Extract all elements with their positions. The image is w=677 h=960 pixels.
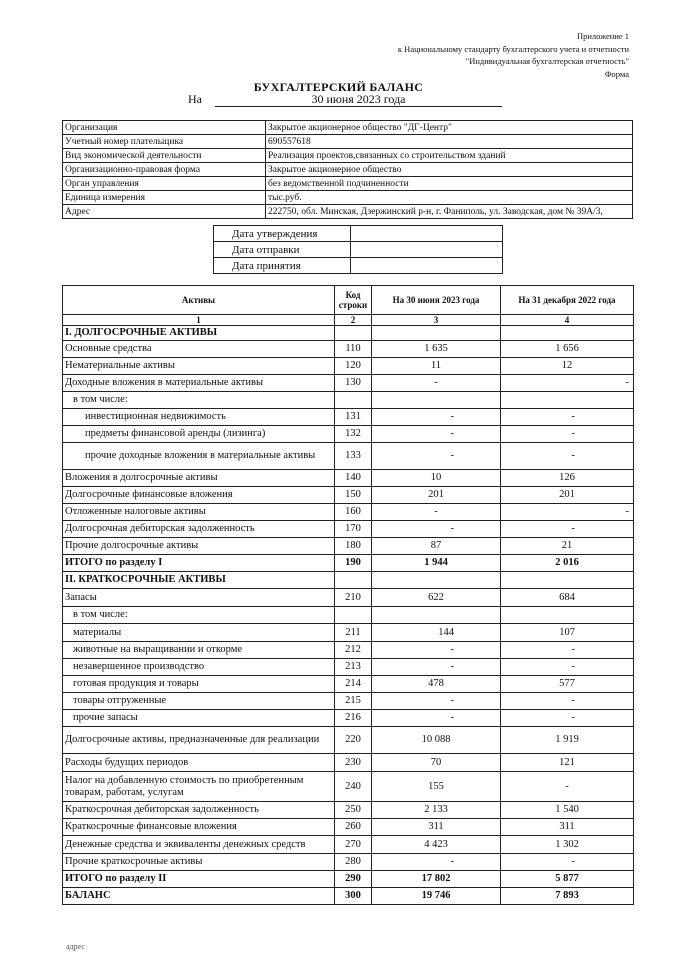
- date-label: Дата принятия: [214, 258, 351, 274]
- date-row-sending: [214, 242, 503, 258]
- info-row-organization: [63, 121, 633, 135]
- row-code: 290: [335, 871, 372, 888]
- info-key: Учетный номер плательщика: [63, 135, 266, 149]
- row-name: Запасы: [63, 589, 335, 607]
- row-code: 213: [335, 659, 372, 676]
- row-name: Краткосрочная дебиторская задолженность: [63, 802, 335, 819]
- date-label: Дата отправки: [214, 242, 351, 258]
- date-prefix: На: [188, 92, 202, 106]
- row-code: 130: [335, 375, 372, 392]
- table-row: [63, 727, 634, 754]
- table-row: [63, 555, 634, 572]
- row-code: [335, 326, 372, 341]
- row-value-previous: 12: [501, 358, 634, 375]
- row-name: Долгосрочные финансовые вложения: [63, 487, 335, 504]
- column-number-row: [63, 315, 634, 326]
- table-header-row: [63, 286, 634, 315]
- table-row: [63, 676, 634, 693]
- row-code: [335, 392, 372, 409]
- info-row-address: [63, 205, 633, 219]
- row-value-previous: 1 540: [501, 802, 634, 819]
- row-value-current: -: [372, 504, 501, 521]
- row-value-previous: [501, 326, 634, 341]
- row-code: 230: [335, 754, 372, 772]
- info-row-taxpayer-number: [63, 135, 633, 149]
- table-row: [63, 392, 634, 409]
- row-value-previous: -: [501, 710, 634, 727]
- column-number: 4: [501, 315, 634, 326]
- column-number: 2: [335, 315, 372, 326]
- form-attachment-note: [309, 30, 629, 80]
- row-code: 160: [335, 504, 372, 521]
- row-value-current: 4 423: [372, 836, 501, 854]
- info-row-legal-form: [63, 163, 633, 177]
- row-value-previous: -: [501, 693, 634, 710]
- row-code: 211: [335, 624, 372, 642]
- row-name: инвестиционная недвижимость: [63, 409, 335, 426]
- attachment-line-1: Приложение 1: [577, 31, 629, 41]
- table-row: [63, 409, 634, 426]
- row-value-previous: 1 656: [501, 341, 634, 358]
- info-value: 690557618: [266, 135, 633, 149]
- table-row: [63, 836, 634, 854]
- table-row: [63, 358, 634, 375]
- table-row: [63, 642, 634, 659]
- row-value-previous: 684: [501, 589, 634, 607]
- row-code: 280: [335, 854, 372, 871]
- row-code: [335, 572, 372, 589]
- row-value-current: 311: [372, 819, 501, 836]
- table-row: [63, 572, 634, 589]
- row-value-previous: 201: [501, 487, 634, 504]
- table-row: [63, 693, 634, 710]
- row-value-current: -: [372, 659, 501, 676]
- date-row-approval: [214, 226, 503, 242]
- row-value-current: 10: [372, 470, 501, 487]
- column-number: 1: [63, 315, 335, 326]
- row-name: животные на выращивании и откорме: [63, 642, 335, 659]
- row-value-previous: 577: [501, 676, 634, 693]
- row-name: ИТОГО по разделу I: [63, 555, 335, 572]
- row-value-previous: -: [501, 521, 634, 538]
- row-value-current: 70: [372, 754, 501, 772]
- row-name: прочие запасы: [63, 710, 335, 727]
- row-value-previous: -: [501, 854, 634, 871]
- table-row: [63, 375, 634, 392]
- table-row: [63, 710, 634, 727]
- row-code: 216: [335, 710, 372, 727]
- table-row: [63, 607, 634, 624]
- row-code: [335, 607, 372, 624]
- row-code: 120: [335, 358, 372, 375]
- row-code: 210: [335, 589, 372, 607]
- row-value-current: 1 635: [372, 341, 501, 358]
- date-value: [351, 258, 503, 274]
- table-row: [63, 341, 634, 358]
- row-value-previous: -: [501, 443, 634, 470]
- row-code: 131: [335, 409, 372, 426]
- row-value-current: 201: [372, 487, 501, 504]
- row-value-previous: [501, 607, 634, 624]
- column-header-assets: Активы: [63, 286, 335, 315]
- row-value-current: 155: [372, 772, 501, 802]
- row-value-current: [372, 607, 501, 624]
- row-value-previous: 107: [501, 624, 634, 642]
- row-name: БАЛАНС: [63, 888, 335, 905]
- row-name: Денежные средства и эквиваленты денежных средств: [63, 836, 335, 854]
- row-code: 110: [335, 341, 372, 358]
- row-value-previous: 126: [501, 470, 634, 487]
- row-value-current: -: [372, 854, 501, 871]
- info-row-unit: [63, 191, 633, 205]
- row-value-current: 2 133: [372, 802, 501, 819]
- table-row: [63, 871, 634, 888]
- row-value-current: 10 088: [372, 727, 501, 754]
- row-value-previous: 2 016: [501, 555, 634, 572]
- row-value-current: -: [372, 693, 501, 710]
- row-value-previous: 21: [501, 538, 634, 555]
- row-code: 170: [335, 521, 372, 538]
- row-name: предметы финансовой аренды (лизинга): [63, 426, 335, 443]
- row-name: Отложенные налоговые активы: [63, 504, 335, 521]
- row-code: 190: [335, 555, 372, 572]
- row-code: 140: [335, 470, 372, 487]
- row-code: 215: [335, 693, 372, 710]
- row-code: 132: [335, 426, 372, 443]
- row-value-current: 19 746: [372, 888, 501, 905]
- row-value-current: 622: [372, 589, 501, 607]
- date-value: [351, 226, 503, 242]
- row-code: 260: [335, 819, 372, 836]
- table-row: [63, 754, 634, 772]
- row-value-previous: -: [501, 772, 634, 802]
- row-value-current: -: [372, 521, 501, 538]
- row-name: Прочие краткосрочные активы: [63, 854, 335, 871]
- row-name: Краткосрочные финансовые вложения: [63, 819, 335, 836]
- info-row-activity: [63, 149, 633, 163]
- row-name: I. ДОЛГОСРОЧНЫЕ АКТИВЫ: [63, 326, 335, 341]
- row-code: 150: [335, 487, 372, 504]
- row-value-current: -: [372, 642, 501, 659]
- table-row: [63, 772, 634, 802]
- row-name: Основные средства: [63, 341, 335, 358]
- row-value-current: [372, 392, 501, 409]
- table-row: [63, 326, 634, 341]
- row-code: 133: [335, 443, 372, 470]
- row-name: Прочие долгосрочные активы: [63, 538, 335, 555]
- row-name: ИТОГО по разделу II: [63, 871, 335, 888]
- row-code: 212: [335, 642, 372, 659]
- row-value-previous: [501, 392, 634, 409]
- row-code: 180: [335, 538, 372, 555]
- row-name: материалы: [63, 624, 335, 642]
- row-value-previous: [501, 572, 634, 589]
- date-label: Дата утверждения: [214, 226, 351, 242]
- row-name: Долгосрочная дебиторская задолженность: [63, 521, 335, 538]
- row-value-current: -: [372, 710, 501, 727]
- row-value-current: 87: [372, 538, 501, 555]
- row-value-current: 17 802: [372, 871, 501, 888]
- row-name: в том числе:: [63, 392, 335, 409]
- row-name: готовая продукция и товары: [63, 676, 335, 693]
- attachment-line-4: Форма: [604, 68, 629, 79]
- row-name: Вложения в долгосрочные активы: [63, 470, 335, 487]
- row-value-current: -: [372, 443, 501, 470]
- row-name: II. КРАТКОСРОЧНЫЕ АКТИВЫ: [63, 572, 335, 589]
- info-value: Реализация проектов,связанных со строительством зданий: [266, 149, 633, 163]
- info-key: Единица измерения: [63, 191, 266, 205]
- table-row: [63, 589, 634, 607]
- table-row: [63, 521, 634, 538]
- row-value-current: 478: [372, 676, 501, 693]
- row-value-previous: 121: [501, 754, 634, 772]
- table-row: [63, 443, 634, 470]
- document-title: БУХГАЛТЕРСКИЙ БАЛАНС: [253, 80, 424, 94]
- row-value-current: [372, 572, 501, 589]
- info-key: Адрес: [63, 205, 266, 219]
- table-row: [63, 538, 634, 555]
- row-value-previous: -: [501, 504, 634, 521]
- info-key: Вид экономической деятельности: [63, 149, 266, 163]
- date-row-acceptance: [214, 258, 503, 274]
- table-row: [63, 426, 634, 443]
- info-key: Организация: [63, 121, 266, 135]
- table-row: [63, 854, 634, 871]
- attachment-line-3: "Индивидуальная бухгалтерская отчетность": [465, 56, 629, 66]
- attachment-line-2: к Национальному стандарту бухгалтерского учета и отчетности: [397, 43, 629, 54]
- info-row-authority: [63, 177, 633, 191]
- report-date: 30 июня 2023 года: [215, 92, 502, 107]
- row-code: 214: [335, 676, 372, 693]
- row-value-current: -: [372, 409, 501, 426]
- row-value-current: 1 944: [372, 555, 501, 572]
- table-row: [63, 624, 634, 642]
- row-value-previous: -: [501, 375, 634, 392]
- row-code: 270: [335, 836, 372, 854]
- row-value-current: -: [372, 375, 501, 392]
- row-name: Доходные вложения в материальные активы: [63, 375, 335, 392]
- row-code: 250: [335, 802, 372, 819]
- row-code: 300: [335, 888, 372, 905]
- row-value-previous: 5 877: [501, 871, 634, 888]
- table-row: [63, 487, 634, 504]
- submission-dates-table: [213, 225, 503, 274]
- table-row: [63, 504, 634, 521]
- column-header-code: Код строки: [335, 286, 372, 315]
- row-value-previous: -: [501, 642, 634, 659]
- row-name: товары отгруженные: [63, 693, 335, 710]
- row-name: Долгосрочные активы, предназначенные для реализации: [63, 727, 335, 754]
- row-value-previous: -: [501, 409, 634, 426]
- table-row: [63, 659, 634, 676]
- row-value-current: 144: [372, 624, 501, 642]
- footer-note: адрес: [66, 942, 85, 951]
- info-value: тыс.руб.: [266, 191, 633, 205]
- date-value: [351, 242, 503, 258]
- column-header-previous: На 31 декабря 2022 года: [501, 286, 634, 315]
- table-row: [63, 470, 634, 487]
- info-value: Закрытое акционерное общество: [266, 163, 633, 177]
- row-name: в том числе:: [63, 607, 335, 624]
- row-name: незавершенное производство: [63, 659, 335, 676]
- row-value-previous: 7 893: [501, 888, 634, 905]
- info-value: 222750, обл. Минская, Дзержинский р-н, г. Фаниполь, ул. Заводская, дом № 39А/3,: [266, 205, 633, 219]
- row-value-previous: -: [501, 659, 634, 676]
- column-header-current: На 30 июня 2023 года: [372, 286, 501, 315]
- info-key: Организационно-правовая форма: [63, 163, 266, 177]
- info-key: Орган управления: [63, 177, 266, 191]
- row-value-previous: 311: [501, 819, 634, 836]
- row-name: Расходы будущих периодов: [63, 754, 335, 772]
- row-code: 220: [335, 727, 372, 754]
- row-value-current: 11: [372, 358, 501, 375]
- row-code: 240: [335, 772, 372, 802]
- table-row: [63, 888, 634, 905]
- row-value-previous: 1 302: [501, 836, 634, 854]
- organization-info-table: [62, 120, 633, 219]
- row-name: прочие доходные вложения в материальные активы: [63, 443, 335, 470]
- info-value: без ведомственной подчиненности: [266, 177, 633, 191]
- info-value: Закрытое акционерное общество "ДГ-Центр": [266, 121, 633, 135]
- row-value-previous: -: [501, 426, 634, 443]
- row-value-current: -: [372, 426, 501, 443]
- table-row: [63, 802, 634, 819]
- column-number: 3: [372, 315, 501, 326]
- table-row: [63, 819, 634, 836]
- row-value-current: [372, 326, 501, 341]
- balance-sheet-table: [62, 285, 634, 905]
- row-value-previous: 1 919: [501, 727, 634, 754]
- row-name: Нематериальные активы: [63, 358, 335, 375]
- row-name: Налог на добавленную стоимость по приобретенным товарам, работам, услугам: [63, 772, 335, 802]
